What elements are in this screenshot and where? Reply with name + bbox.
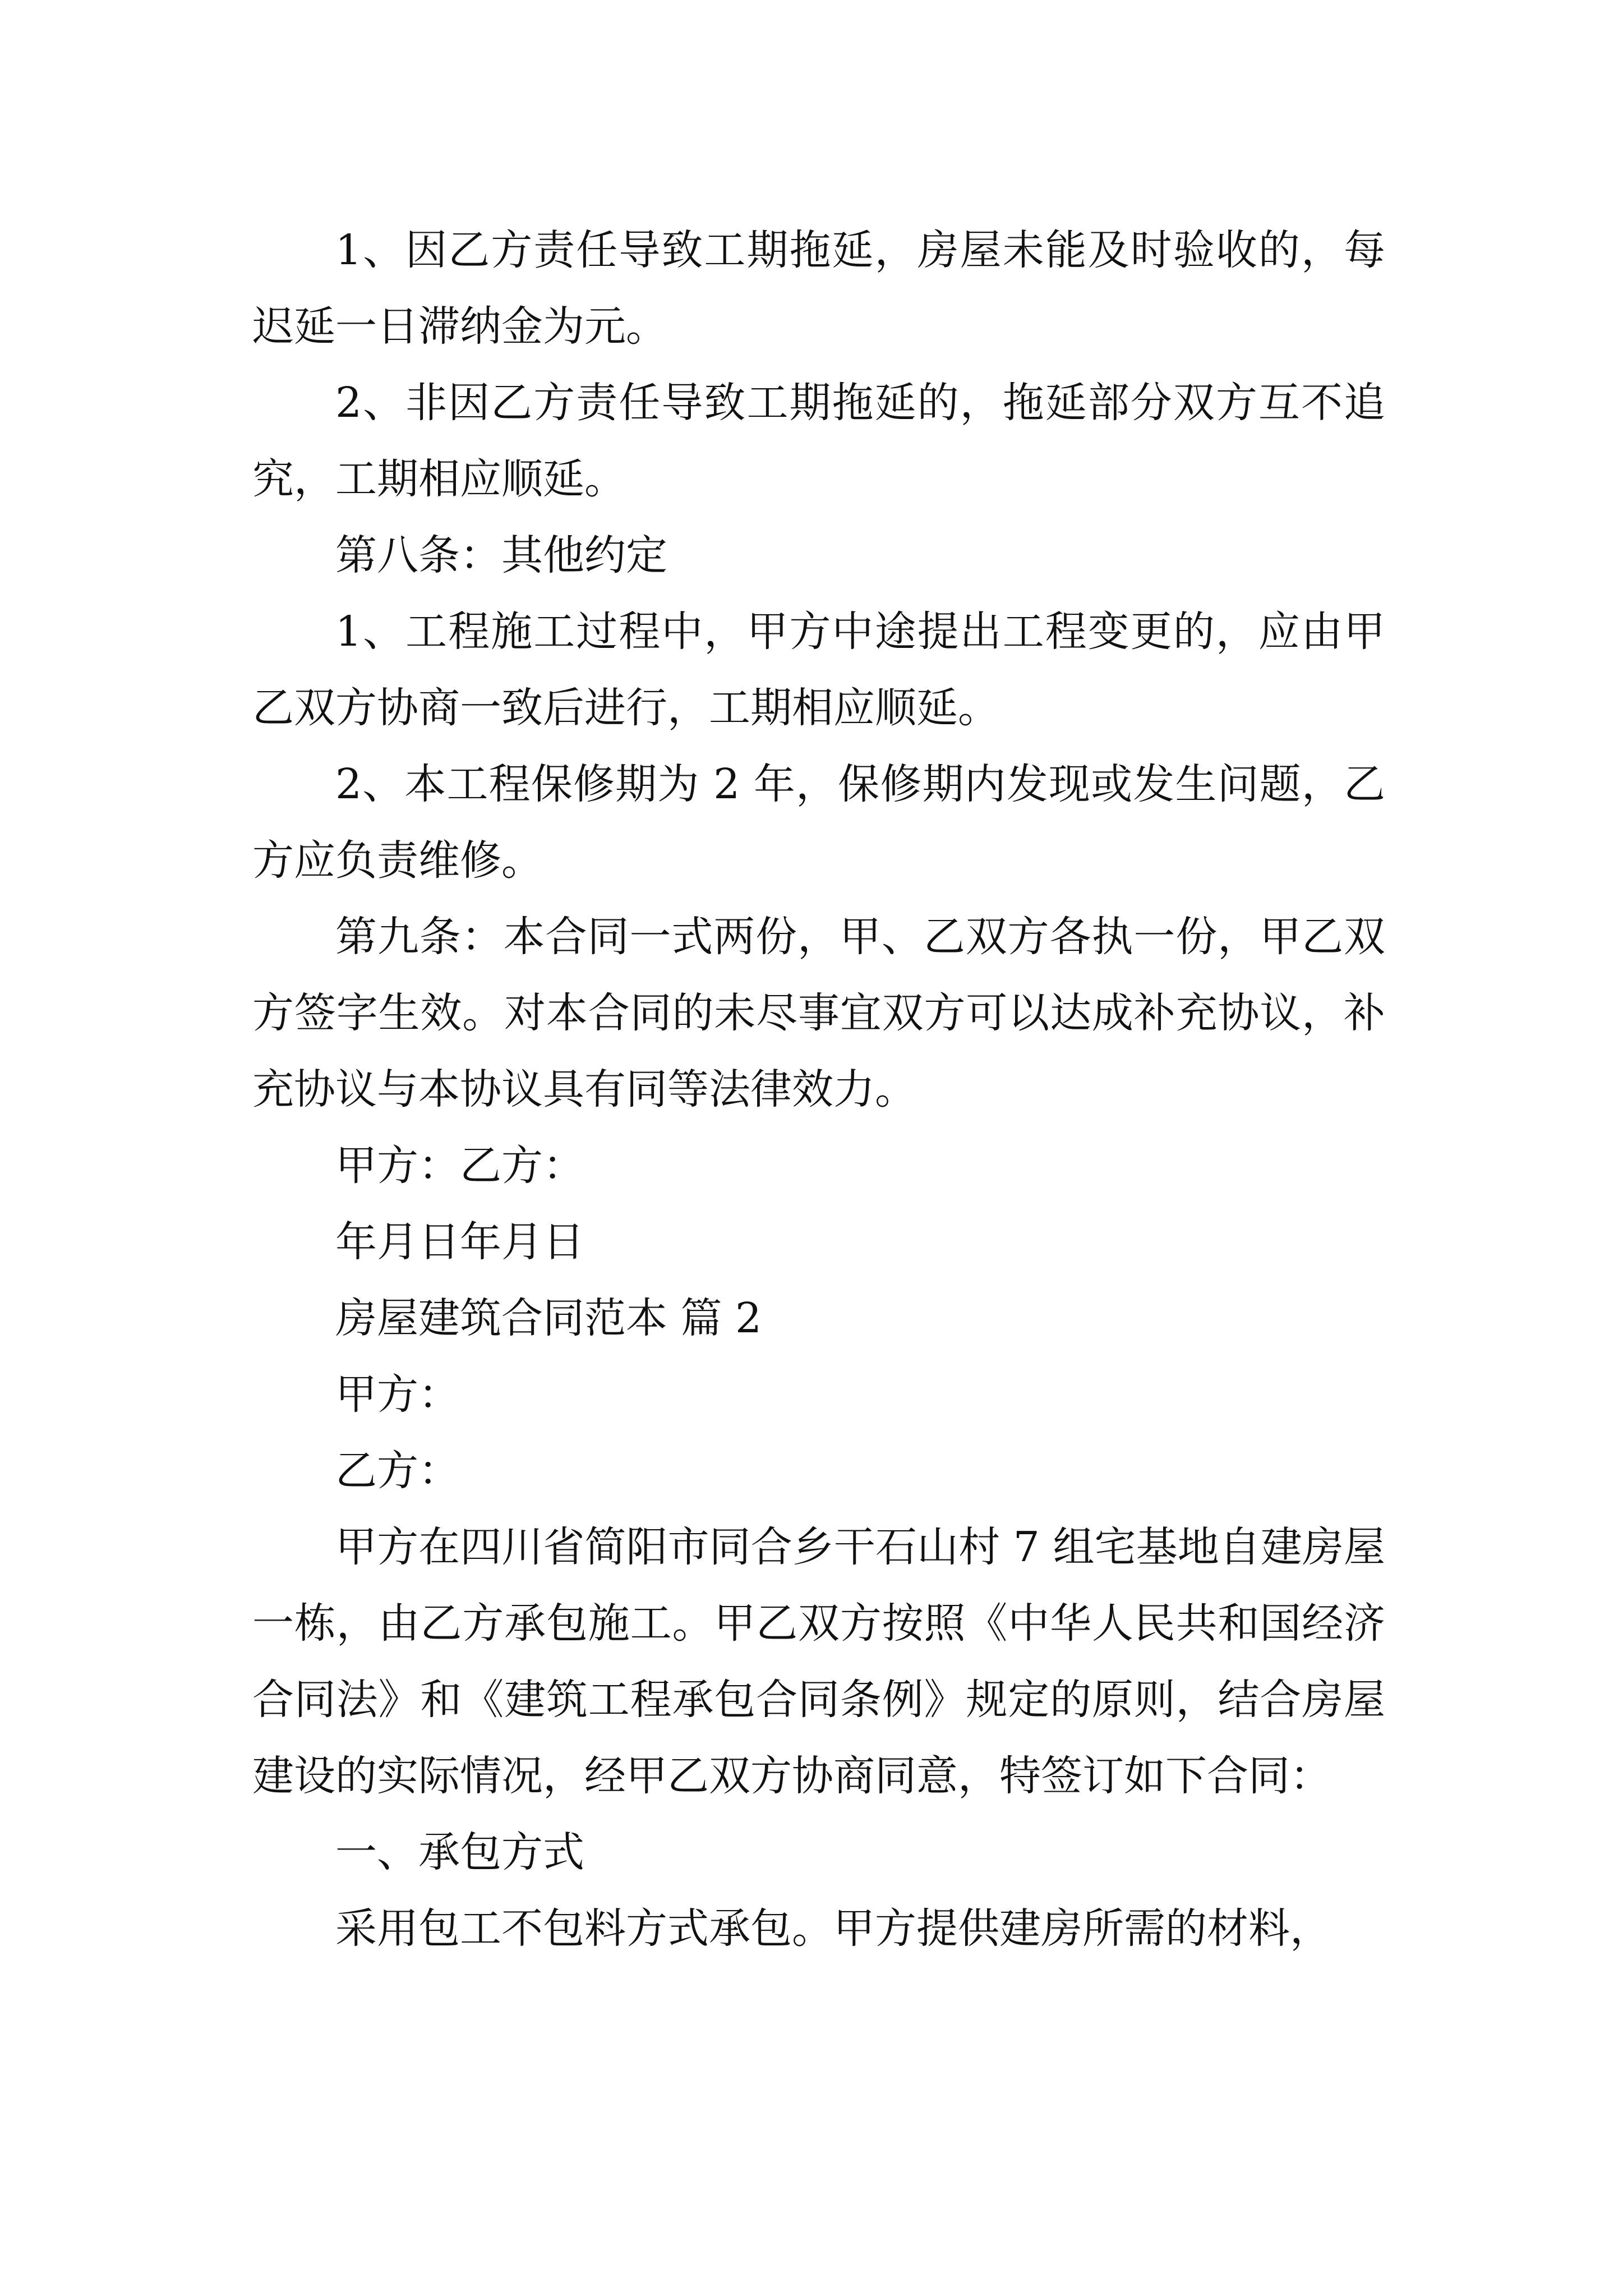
clause-delay-penalty: 1、因乙方责任导致工期拖延，房屋未能及时验收的，每迟延一日滞纳金为元。 (252, 226, 1385, 351)
contracting-method-heading: 一、承包方式 (335, 1828, 584, 1876)
clause-warranty: 2、本工程保修期为 2 年，保修期内发现或发生问题，乙方应负责维修。 (252, 760, 1385, 885)
article-8-heading: 第八条：其他约定 (335, 531, 667, 579)
section-title: 房屋建筑合同范本 篇 2 (335, 1294, 762, 1342)
party-b-label: 乙方： (335, 1447, 460, 1495)
signature-dates: 年月日年月日 (335, 1218, 584, 1266)
clause-project-change: 1、工程施工过程中，甲方中途提出工程变更的，应由甲乙双方协商一致后进行，工期相应顺延。 (252, 608, 1385, 732)
contracting-method-text: 采用包工不包料方式承包。甲方提供建房所需的材料， (335, 1904, 1331, 1953)
clause-delay-not-liable: 2、非因乙方责任导致工期拖延的，拖延部分双方互不追究，工期相应顺延。 (252, 379, 1385, 503)
article-9-copies: 第九条：本合同一式两份，甲、乙双方各执一份，甲乙双方签字生效。对本合同的未尽事宜双方可以达成补充协议，补充协议与本协议具有同等法律效力。 (252, 913, 1385, 1114)
party-a-label: 甲方： (335, 1370, 460, 1419)
document-body (252, 212, 1385, 1967)
signature-parties: 甲方：乙方： (335, 1142, 584, 1190)
contract-preamble: 甲方在四川省简阳市同合乡干石山村 7 组宅基地自建房屋一栋，由乙方承包施工。甲乙双方按照《中华人民共和国经济合同法》和《建筑工程承包合同条例》规定的原则，结合房屋建设的实际情况，经甲乙双方协商同意，特签订如下合同： (252, 1523, 1385, 1800)
